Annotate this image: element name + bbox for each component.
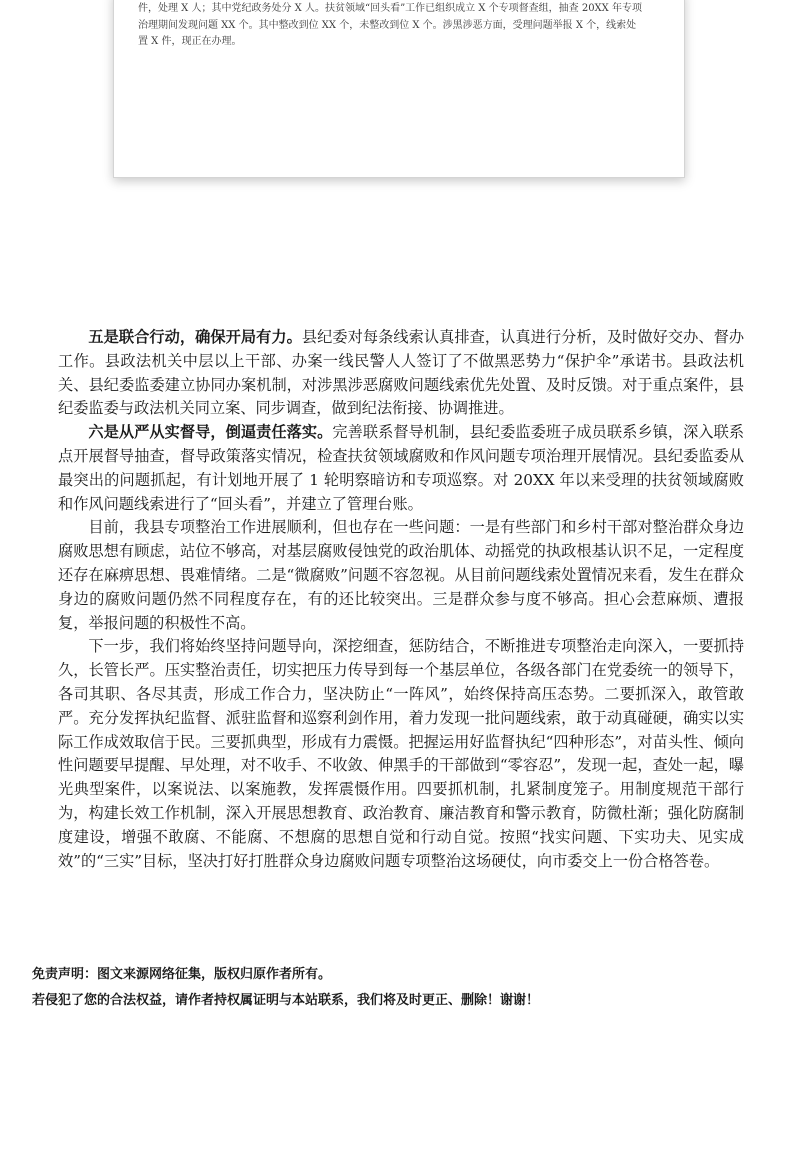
disclaimer [32,962,772,1014]
preview-paragraph: 件，处理 X 人；其中党纪政务处分 X 人。扶贫领域“回头看”工作已组织成立 X 个专项督查组，抽查 20XX 年专项治理期间发现问题 XX 个。其中整改到位 XX 个，未整改到位 X 个。涉黑涉恶方面，受理问题举报 X 个，线索处置 X 件，现正在办理。 [138,3,642,47]
paragraph-text: 县纪委对每条线索认真排查，认真进行分析，及时做好交办、督办工作。县政法机关中层以上干部、办案一线民警人人签订了不做黑恶势力“保护伞”承诺书。县政法机关、县纪委监委建立协同办案机制，对涉黑涉恶腐败问题线索优先处置、及时反馈。对于重点案件，县纪委监委与政法机关同立案、同步调查，做到纪法衔接、协调推进。 [58,328,745,418]
paragraph-problems: 目前，我县专项整治工作进展顺利，但也存在一些问题：一是有些部门和乡村干部对整治群众身边腐败思想有顾虑，站位不够高，对基层腐败侵蚀党的政治肌体、动摇党的执政根基认识不足，一定程度还存在麻痹思想、畏难情绪。二是“微腐败”问题不容忽视。从目前问题线索处置情况来看，发生在群众身边的腐败问题仍然不同程度存在，有的还比较突出。三是群众参与度不够高。担心会惹麻烦、遭报复，举报问题的积极性不高。 [58,518,744,632]
document-preview-card [113,0,685,178]
paragraph-next-steps: 下一步，我们将始终坚持问题导向，深挖细查，惩防结合，不断推进专项整治走向深入，一要抓持久，长管长严。压实整治责任，切实把压力传导到每一个基层单位，各级各部门在党委统一的领导下，各司其职、各尽其责，形成工作合力，坚决防止“一阵风”，始终保持高压态势。二要抓深入，敢管敢严。充分发挥执纪监督、派驻监督和巡察利剑作用，着力发现一批问题线索，敢于动真碰硬，确实以实际工作成效取信于民。三要抓典型，形成有力震慑。把握运用好监督执纪“四种形态”，对苗头性、倾向性问题要早提醒、早处理，对不收手、不收敛、伸黑手的干部做到“零容忍”，发现一起，查处一起，曝光典型案件，以案说法、以案施教，发挥震慑作用。四要抓机制，扎紧制度笼子。用制度规范干部行为，构建长效工作机制，深入开展思想教育、政治教育、廉洁教育和警示教育，防微杜渐；强化防腐制度建设，增强不敢腐、不能腐、不想腐的思想自觉和行动自觉。按照“找实问题、下实功夫、见实成效”的“三实”目标，坚决打好打胜群众身边腐败问题专项整治这场硬仗，向市委交上一份合格答卷。 [58,637,744,870]
article-body [58,326,744,873]
paragraph-heading: 六是从严从实督导，倒逼责任落实。 [88,423,333,442]
paragraph-supervision [58,421,744,516]
paragraph-text: 完善联系督导机制，县纪委监委班子成员联系乡镇，深入联系点开展督导抽查，督导政策落实情况，检查扶贫领域腐败和作风问题专项治理开展情况。县纪委监委从最突出的问题抓起，有计划地开展了 1 轮明察暗访和专项巡察。对 20XX 年以来受理的扶贫领域腐败和作风问题线索进行了“回头看”，并建立了管理台账。 [58,423,745,513]
disclaimer-line: 免责声明：图文来源网络征集，版权归原作者所有。 [32,967,332,982]
paragraph-joint-action [58,326,744,421]
paragraph-heading: 五是联合行动，确保开局有力。 [88,328,302,346]
disclaimer-line: 若侵犯了您的合法权益，请作者持权属证明与本站联系，我们将及时更正、删除！谢谢！ [32,993,540,1008]
